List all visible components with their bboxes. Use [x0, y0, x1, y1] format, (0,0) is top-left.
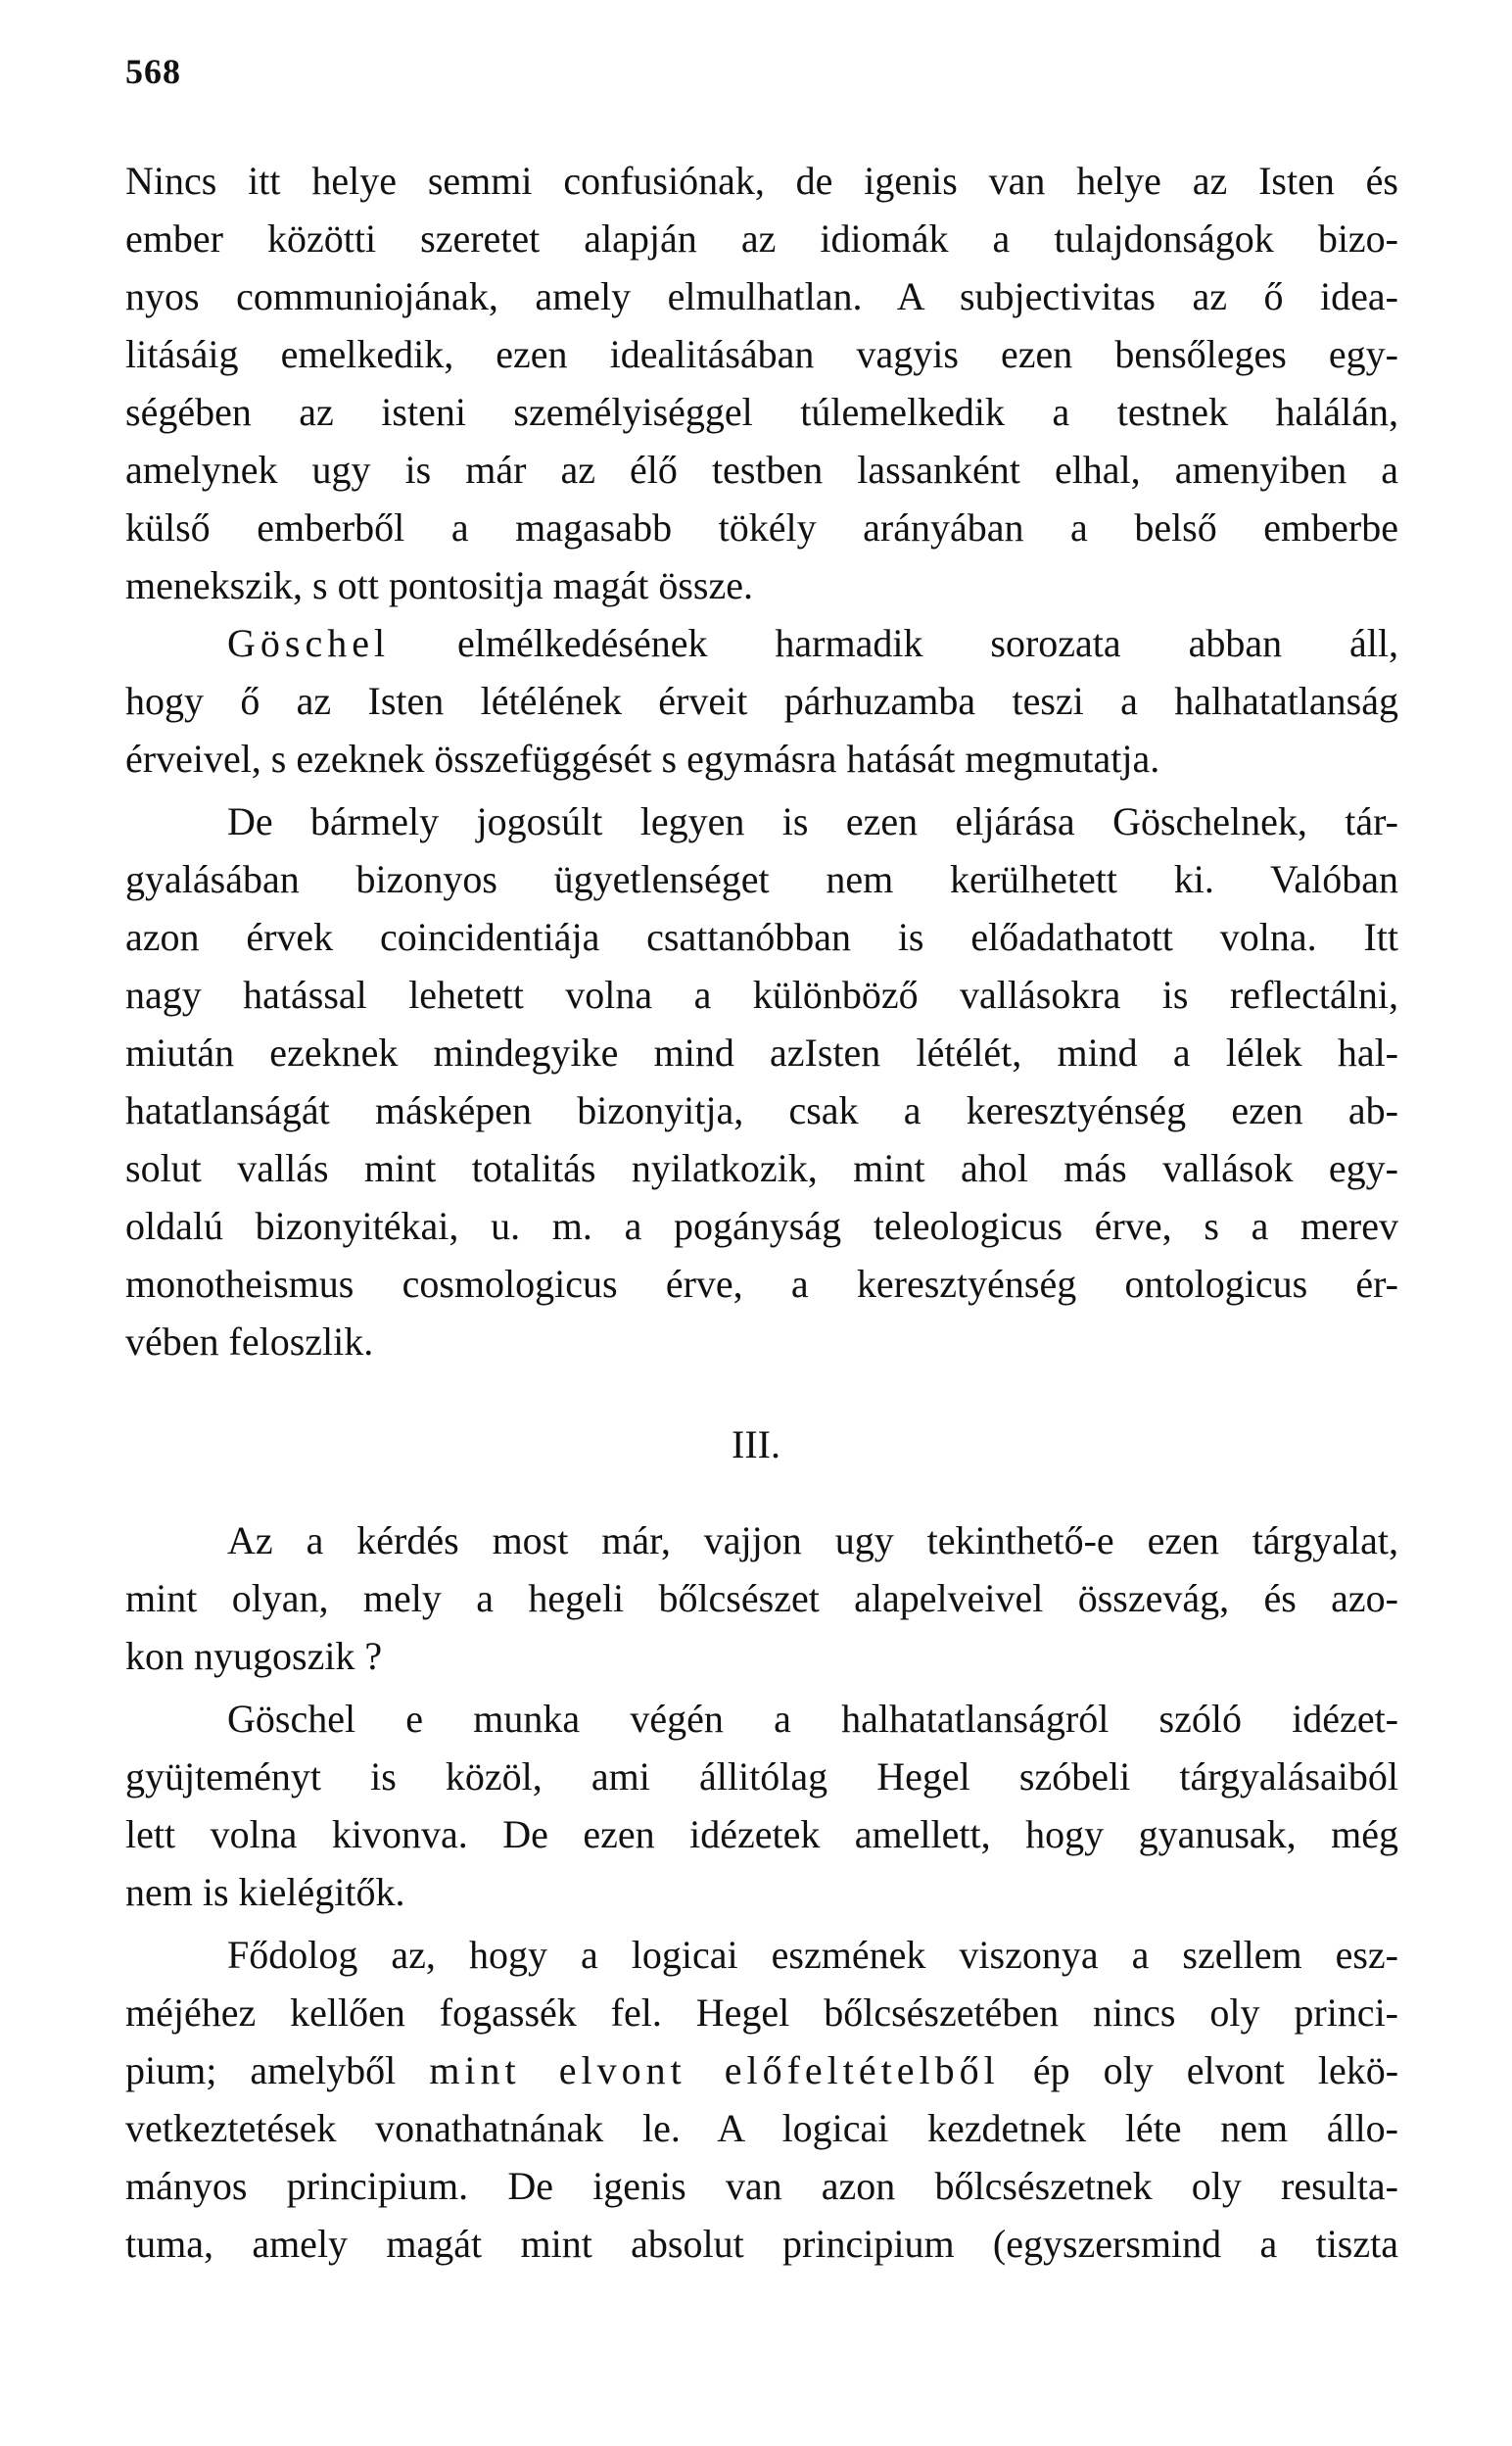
text-line: nyos communiojának, amely elmulhatlan. A subjectivitas az ő idea- [125, 274, 1398, 318]
text-line: miután ezeknek mindegyike mind azIsten létélét, mind a lélek hal- [125, 1031, 1398, 1075]
text-line: Az a kérdés most már, vajjon ugy tekinthető-e ezen tárgyalat, [227, 1518, 1398, 1562]
text-line: Fődolog az, hogy a logicai eszmének viszonya a szellem esz- [227, 1933, 1398, 1977]
text-line: azon érvek coincidentiája csattanóbban is előadathatott volna. Itt [125, 915, 1398, 959]
text-line: vetkeztetések vonathatnának le. A logicai kezdetnek léte nem állo- [125, 2106, 1398, 2150]
text-line: amelynek ugy is már az élő testben lassanként elhal, amenyiben a [125, 448, 1398, 492]
text-span: elmélkedésének harmadik sorozata abban áll, [457, 621, 1398, 665]
text-line: tuma, amely magát mint absolut principium (egyszersmind a tiszta [125, 2222, 1398, 2266]
text-line: Nincs itt helye semmi confusiónak, de igenis van helye az Isten és [125, 159, 1398, 203]
text-line: méjéhez kellően fogassék fel. Hegel bőlcsészetében nincs oly princi- [125, 1990, 1398, 2035]
text-line: monotheismus cosmologicus érve, a keresztyénség ontologicus ér- [125, 1262, 1398, 1306]
text-line: mányos principium. De igenis van azon bőlcsészetnek oly resulta- [125, 2164, 1398, 2208]
text-line: hatatlanságát másképen bizonyitja, csak a keresztyénség ezen ab- [125, 1088, 1398, 1132]
spaced-text: mint elvont előfeltételből [429, 2048, 1000, 2092]
text-line: külső emberből a magasabb tökély arányában a belső emberbe [125, 505, 1398, 550]
text-line: kon nyugoszik ? [125, 1634, 383, 1678]
text-span: pium; amelyből [125, 2048, 397, 2092]
spaced-author-name: Göschel [227, 621, 391, 665]
text-span: ép oly elvont lekö- [1032, 2048, 1399, 2092]
text-line: menekszik, s ott pontositja magát össze. [125, 563, 753, 607]
text-line: hogy ő az Isten létélének érveit párhuzamba teszi a halhatatlanság [125, 679, 1398, 723]
text-line: De bármely jogosúlt legyen is ezen eljárása Göschelnek, tár- [227, 799, 1398, 843]
text-line: mint olyan, mely a hegeli bőlcsészet alapelveivel összevág, és azo- [125, 1576, 1398, 1620]
text-line: litásáig emelkedik, ezen idealitásában vagyis ezen bensőleges egy- [125, 332, 1398, 376]
section-heading: III. [732, 1422, 780, 1466]
text-line: solut vallás mint totalitás nyilatkozik, mint ahol más vallások egy- [125, 1146, 1398, 1190]
text-line: oldalú bizonyitékai, u. m. a pogányság teleologicus érve, s a merev [125, 1204, 1398, 1248]
text-line: nagy hatással lehetett volna a különböző vallásokra is reflectálni, [125, 973, 1398, 1017]
text-line [125, 2046, 1398, 2095]
text-line: ember közötti szeretet alapján az idiomák a tulajdonságok bizo- [125, 216, 1398, 261]
text-line: nem is kielégitők. [125, 1870, 405, 1914]
text-line: gyüjteményt is közöl, ami állitólag Hegel szóbeli tárgyalásaiból [125, 1754, 1398, 1799]
text-line: lett volna kivonva. De ezen idézetek amellett, hogy gyanusak, még [125, 1812, 1398, 1856]
page-number: 568 [125, 52, 181, 91]
text-line: Göschel e munka végén a halhatatlanságról szóló idézet- [227, 1697, 1398, 1741]
text-line: gyalásában bizonyos ügyetlenséget nem kerülhetett ki. Valóban [125, 857, 1398, 901]
text-line [227, 619, 1398, 668]
text-line: ségében az isteni személyiséggel túlemelkedik a testnek halálán, [125, 390, 1398, 434]
text-line: érveivel, s ezeknek összefüggését s egymásra hatását megmutatja. [125, 737, 1160, 781]
text-line: vében feloszlik. [125, 1319, 374, 1364]
